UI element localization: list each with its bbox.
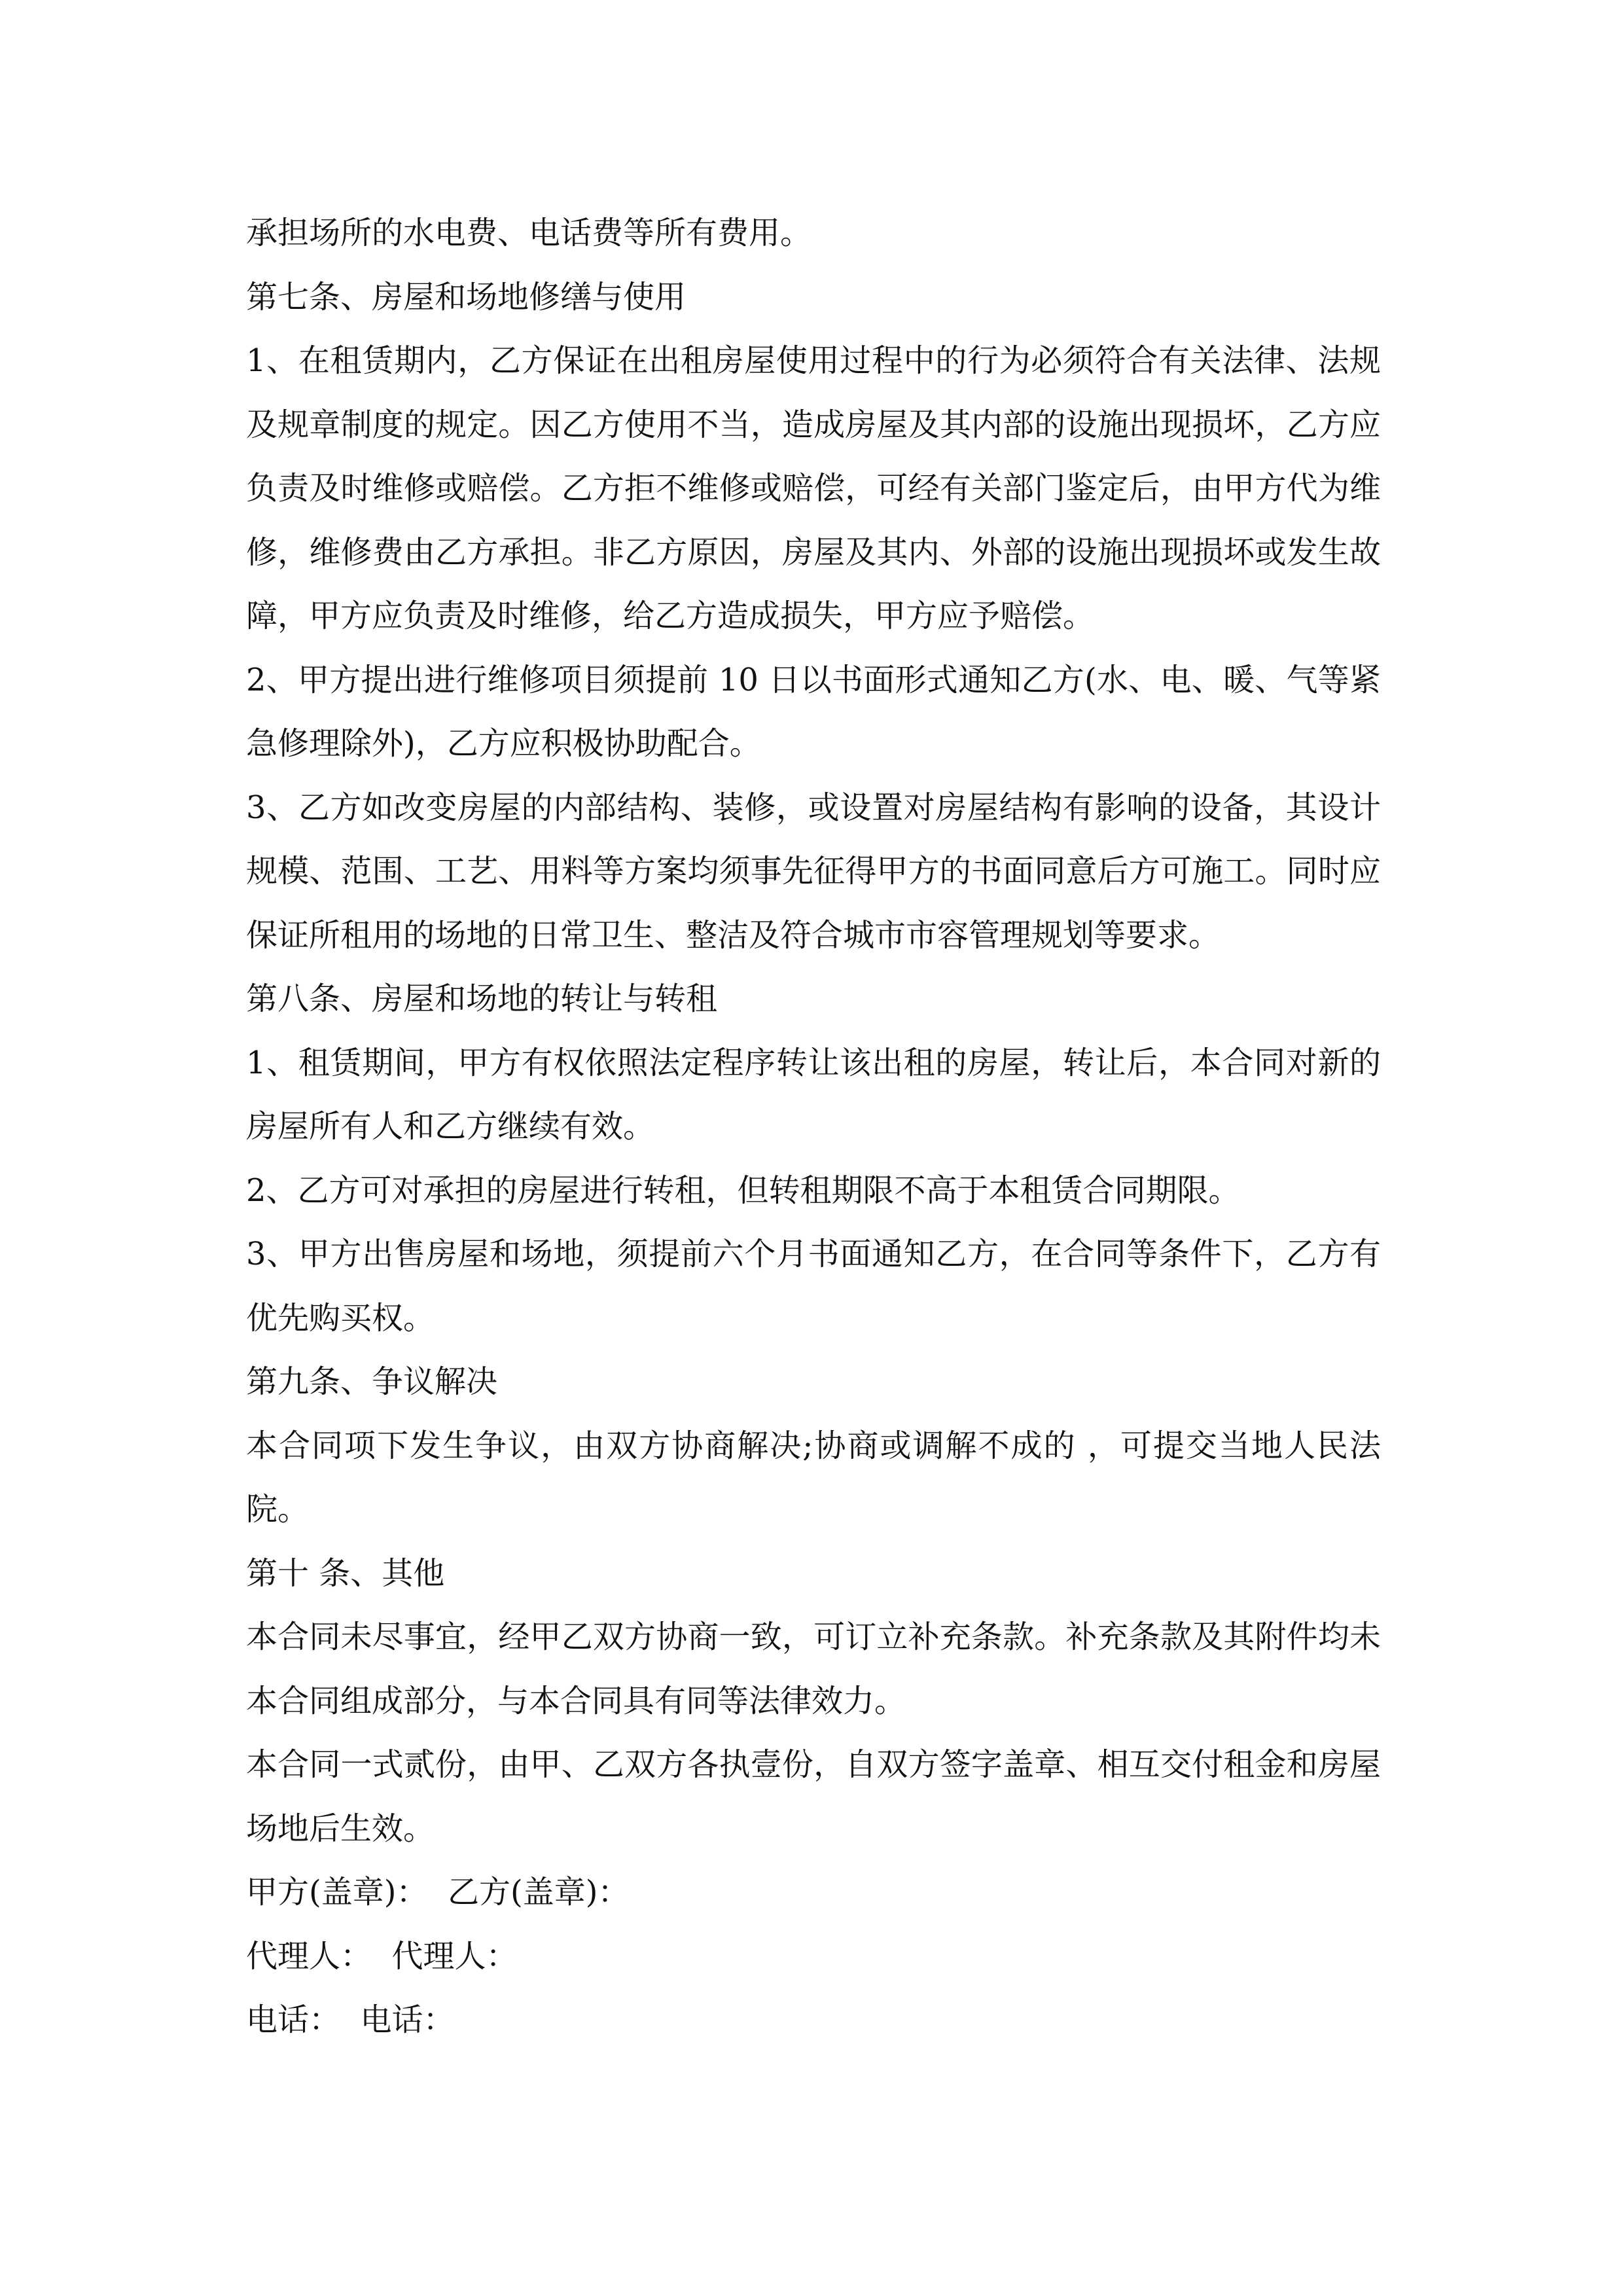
article-10-body-1: 本合同未尽事宜，经甲乙双方协商一致，可订立补充条款。补充条款及其附件均未本合同组成部分，与本合同具有同等法律效力。 (246, 1619, 1381, 1719)
signature-line-agent: 代理人： 代理人： (246, 1937, 518, 1975)
paragraph-fees: 承担场所的水电费、电话费等所有费用。 (246, 215, 812, 251)
article-7-clause-1: 1、在租赁期内，乙方保证在出租房屋使用过程中的行为必须符合有关法律、法规及规章制度的规定。因乙方使用不当，造成房屋及其内部的设施出现损坏，乙方应负责及时维修或赔偿。乙方拒不维修或赔偿，可经有关部门鉴定后，由甲方代为维修，维修费由乙方承担。非乙方原因，房屋及其内、外部的设施出现损坏或发生故障，甲方应负责及时维修，给乙方造成损失，甲方应予赔偿。 (246, 342, 1381, 634)
article-8-heading: 第八条、房屋和场地的转让与转租 (246, 980, 718, 1017)
article-10-body-2: 本合同一式贰份，由甲、乙双方各执壹份，自双方签字盖章、相互交付租金和房屋场地后生效。 (246, 1746, 1381, 1847)
signature-line-seal: 甲方(盖章)： 乙方(盖章)： (246, 1874, 630, 1910)
article-7-heading: 第七条、房屋和场地修缮与使用 (246, 278, 687, 315)
article-9-heading: 第九条、争议解决 (246, 1363, 498, 1400)
article-10-heading: 第十 条、其他 (246, 1554, 445, 1592)
article-8-clause-2: 2、乙方可对承担的房屋进行转租，但转租期限不高于本租赁合同期限。 (246, 1172, 1240, 1209)
contract-body (246, 202, 1381, 2053)
article-9-body: 本合同项下发生争议，由双方协商解决;协商或调解不成的 ，可提交当地人民法院。 (246, 1427, 1381, 1528)
article-8-clause-3: 3、甲方出售房屋和场地，须提前六个月书面通知乙方，在合同等条件下，乙方有优先购买权。 (246, 1236, 1381, 1336)
signature-line-phone: 电话： 电话： (246, 2001, 455, 2038)
article-8-clause-1: 1、租赁期间，甲方有权依照法定程序转让该出租的房屋，转让后，本合同对新的房屋所有人和乙方继续有效。 (246, 1044, 1381, 1145)
article-7-clause-2: 2、甲方提出进行维修项目须提前 10 日以书面形式通知乙方(水、电、暖、气等紧急修理除外)，乙方应积极协助配合。 (246, 661, 1381, 762)
article-7-clause-3: 3、乙方如改变房屋的内部结构、装修，或设置对房屋结构有影响的设备，其设计规模、范围、工艺、用料等方案均须事先征得甲方的书面同意后方可施工。同时应保证所租用的场地的日常卫生、整洁及符合城市市容管理规划等要求。 (246, 789, 1381, 954)
